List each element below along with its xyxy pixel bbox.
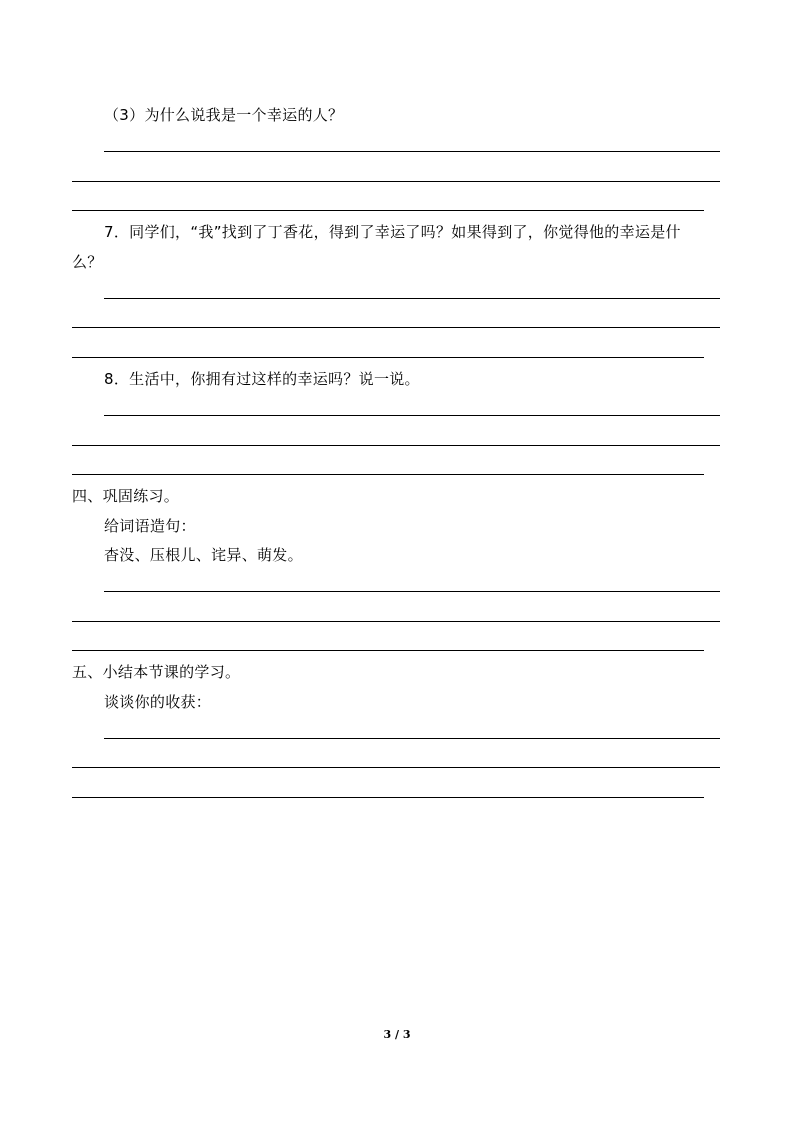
- section-4-instruction: 给词语造句：: [104, 517, 196, 535]
- answer-line: [72, 210, 704, 211]
- answer-line: [72, 797, 704, 798]
- answer-line: [72, 357, 704, 358]
- question-7-text-line1: 7．同学们，“我”找到了丁香花，得到了幸运了吗？如果得到了，你觉得他的幸运是什: [104, 223, 681, 241]
- answer-line: [72, 621, 720, 622]
- section-4-words: 杳没、压根儿、诧异、萌发。: [104, 546, 303, 564]
- question-8-text: 8．生活中，你拥有过这样的幸运吗？说一说。: [104, 370, 420, 388]
- answer-line: [72, 445, 720, 446]
- page-number: 3 / 3: [383, 1028, 411, 1041]
- answer-line: [104, 415, 720, 416]
- answer-line: [72, 767, 720, 768]
- section-4-heading: 四、巩固练习。: [72, 487, 180, 505]
- question-3-text: （3）为什么说我是一个幸运的人？: [104, 106, 344, 124]
- answer-line: [72, 650, 704, 651]
- section-5-instruction: 谈谈你的收获：: [104, 693, 212, 711]
- answer-line: [72, 181, 720, 182]
- question-7-text-line2: 么？: [72, 253, 103, 271]
- answer-line: [104, 151, 720, 152]
- section-5-heading: 五、小结本节课的学习。: [72, 663, 241, 681]
- answer-line: [104, 738, 720, 739]
- answer-line: [72, 474, 704, 475]
- answer-line: [104, 298, 720, 299]
- answer-line: [72, 327, 720, 328]
- answer-line: [104, 591, 720, 592]
